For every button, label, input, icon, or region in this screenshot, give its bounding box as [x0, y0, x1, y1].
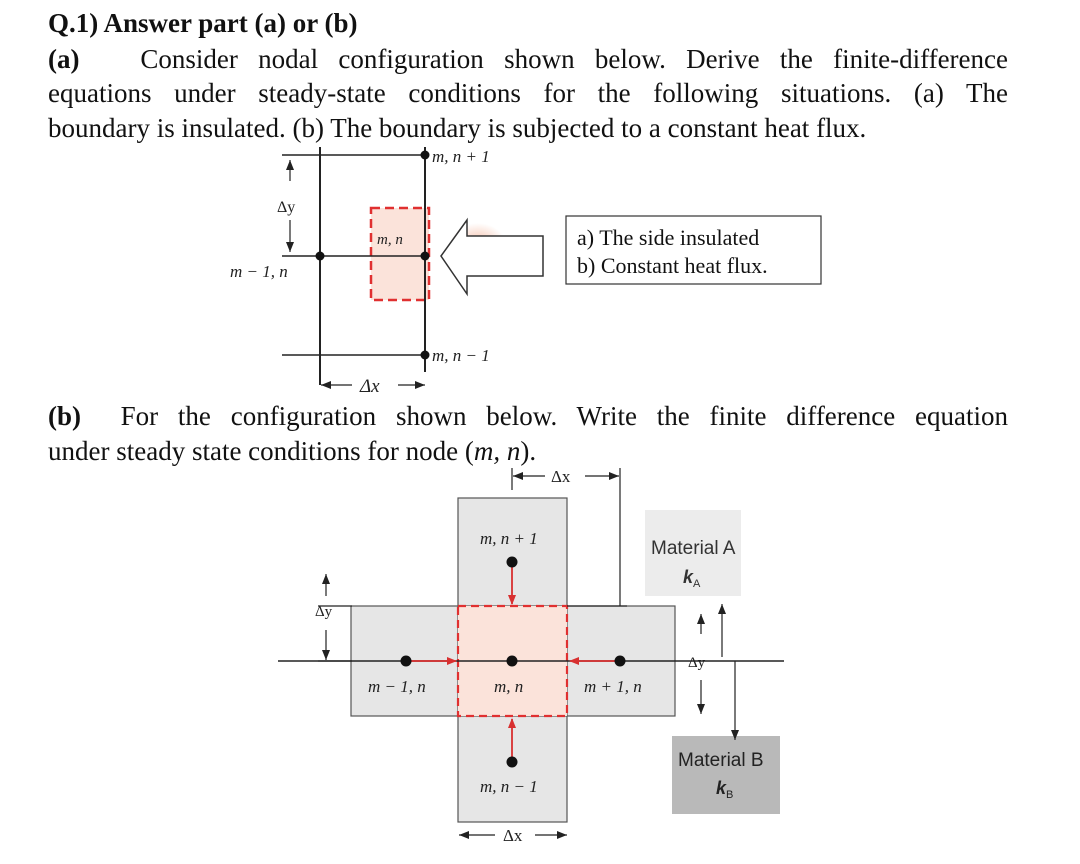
- fig-b-dy-left-label: Δy: [315, 604, 333, 620]
- fig-b-label-center: m, n: [494, 677, 524, 696]
- fig-a-label-top: m, n + 1: [432, 147, 490, 166]
- fig-b-material-a-k: k: [683, 567, 694, 587]
- fig-a-label-bottom: m, n − 1: [432, 346, 490, 365]
- fig-a-callout-line-1: a) The side insulated: [577, 225, 760, 250]
- fig-b-node-right: [615, 656, 626, 667]
- fig-a-dx-label: Δx: [360, 376, 380, 397]
- fig-b-material-a-sub: A: [693, 578, 701, 590]
- fig-a-label-left: m − 1, n: [230, 262, 288, 281]
- fig-b-dy-right-label: Δy: [688, 655, 706, 671]
- part-b-text-1: For the configuration shown below. Write the finite difference equation: [120, 401, 1009, 431]
- fig-b-dy-left-arrow-up: [322, 574, 330, 584]
- fig-b-node-top: [507, 557, 518, 568]
- fig-b-dx-bottom-label: Δx: [503, 826, 523, 845]
- fig-b-label-top: m, n + 1: [480, 529, 538, 548]
- fig-a-node-center: [421, 252, 430, 261]
- fig-a-dx-arrow-right: [415, 381, 425, 389]
- figure-b: [278, 467, 784, 845]
- part-a-line-2: equations under steady-state conditions for the following situations. (a) The: [48, 78, 1008, 108]
- fig-b-material-b-k: k: [716, 778, 727, 798]
- part-a-label: (a): [48, 44, 80, 74]
- question-title: Q.1) Answer part (a) or (b): [48, 8, 358, 38]
- fig-b-dx-top-label: Δx: [551, 467, 571, 486]
- fig-b-material-b-name: Material B: [678, 750, 764, 771]
- part-b-node: m, n: [473, 436, 521, 466]
- fig-a-dy-arrow-up: [286, 160, 294, 170]
- part-b-text-2: under steady state conditions for node (: [48, 436, 474, 466]
- part-b-text-2-end: ).: [520, 436, 537, 466]
- fig-b-material-a-name: Material A: [651, 538, 736, 559]
- fig-a-label-center: m, n: [377, 232, 403, 248]
- fig-a-dx-arrow-left: [321, 381, 331, 389]
- fig-b-material-b-box: [672, 736, 780, 814]
- fig-b-dy-right-arrow-up: [697, 614, 705, 624]
- fig-b-dy-right-arrow-down: [697, 704, 705, 714]
- part-a-line-3: boundary is insulated. (b) The boundary is subjected to a constant heat flux.: [48, 113, 867, 143]
- fig-a-callout-line-2: b) Constant heat flux.: [577, 253, 768, 278]
- fig-b-node-left: [401, 656, 412, 667]
- fig-a-control-volume: [371, 208, 429, 300]
- fig-b-material-b-sub: B: [726, 789, 734, 801]
- fig-a-dy-arrow-down: [286, 242, 294, 252]
- fig-a-callout-text: [577, 224, 768, 280]
- fig-b-dx-top-arrow-left: [513, 472, 523, 480]
- part-b-label: (b): [48, 401, 81, 431]
- fig-a-node-bottom: [421, 351, 430, 360]
- fig-b-dx-bottom-arrow-right: [557, 831, 567, 839]
- fig-b-label-left: m − 1, n: [368, 677, 426, 696]
- fig-b-label-bottom: m, n − 1: [480, 777, 538, 796]
- fig-b-label-right: m + 1, n: [584, 677, 642, 696]
- fig-b-dx-top-arrow-right: [609, 472, 619, 480]
- fig-a-node-left: [316, 252, 325, 261]
- fig-b-material-a-leader-arrow: [718, 604, 726, 614]
- fig-a-node-top: [421, 151, 430, 160]
- fig-b-node-center: [507, 656, 518, 667]
- part-a-text-1: Consider nodal configuration shown below. Derive the finite-difference: [140, 44, 1008, 74]
- fig-b-dx-bottom-arrow-left: [459, 831, 469, 839]
- fig-b-node-bottom: [507, 757, 518, 768]
- fig-b-dy-left-arrow-down: [322, 650, 330, 660]
- fig-a-dy-label: Δy: [277, 199, 296, 216]
